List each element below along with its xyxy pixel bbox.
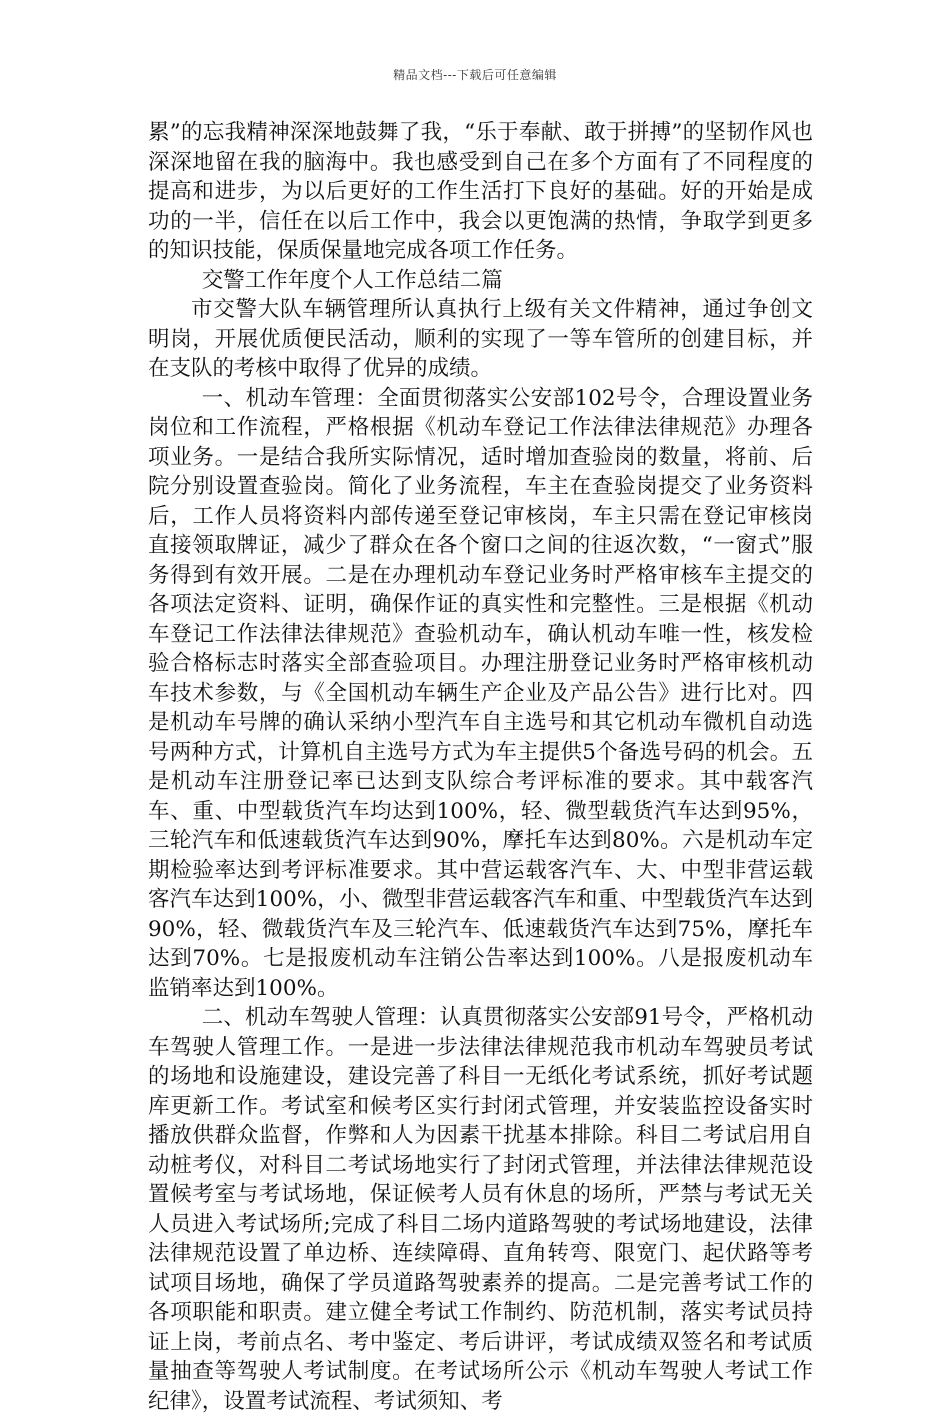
paragraph-intro: 市交警大队车辆管理所认真执行上级有关文件精神，通过争创文明岗，开展优质便民活动，顺利的实现了一等车管所的创建目标，并在支队的考核中取得了优异的成绩。	[148, 297, 813, 381]
section-title: 交警工作年度个人工作总结二篇	[201, 267, 503, 293]
paragraph-continuation: 累”的忘我精神深深地鼓舞了我，“乐于奉献、敢于拼搏”的坚韧作风也深深地留在我的脑海中。我也感受到自己在多个方面有了不同程度的提高和进步，为以后更好的工作生活打下良好的基础。好的开始是成功的一半，信任在以后工作中，我会以更饱满的热情，争取学到更多的知识技能，保质保量地完成各项工作任务。	[148, 120, 813, 263]
document-body	[148, 118, 813, 1416]
page-header: 精品文档---下载后可任意编辑	[393, 68, 557, 82]
paragraph-driver-management: 二、机动车驾驶人管理：认真贯彻落实公安部91号令，严格机动车驾驶人管理工作。一是进一步法律法律规范我市机动车驾驶员考试的场地和设施建设，建设完善了科目一无纸化考试系统，抓好考试题库更新工作。考试室和候考区实行封闭式管理，并安装监控设备实时播放供群众监督，作弊和人为因素干扰基本排除。科目二考试启用自动桩考仪，对科目二考试场地实行了封闭式管理，并法律法律规范设置候考室与考试场地，保证候考人员有休息的场所，严禁与考试无关人员进入考试场所;完成了科目二场内道路驾驶的考试场地建设，法律法律规范设置了单边桥、连续障碍、直角转弯、限宽门、起伏路等考试项目场地，确保了学员道路驾驶素养的提高。二是完善考试工作的各项职能和职责。建立健全考试工作制约、防范机制，落实考试员持证上岗，考前点名、考中鉴定、考后讲评，考试成绩双签名和考试质量抽查等驾驶人考试制度。在考试场所公示《机动车驾驶人考试工作纪律》，设置考试流程、考试须知、考	[148, 1005, 813, 1414]
paragraph-vehicle-management: 一、机动车管理：全面贯彻落实公安部102号令，合理设置业务岗位和工作流程，严格根据《机动车登记工作法律法律规范》办理各项业务。一是结合我所实际情况，适时增加查验岗的数量，将前、后院分别设置查验岗。简化了业务流程，车主在查验岗提交了业务资料后，工作人员将资料内部传递至登记审核岗，车主只需在登记审核岗直接领取牌证，减少了群众在各个窗口之间的往返次数，“一窗式”服务得到有效开展。二是在办理机动车登记业务时严格审核车主提交的各项法定资料、证明，确保作证的真实性和完整性。三是根据《机动车登记工作法律法律规范》查验机动车，确认机动车唯一性，核发检验合格标志时落实全部查验项目。办理注册登记业务时严格审核机动车技术参数，与《全国机动车辆生产企业及产品公告》进行比对。四是机动车号牌的确认采纳小型汽车自主选号和其它机动车微机自动选号两种方式，计算机自主选号方式为车主提供5个备选号码的机会。五是机动车注册登记率已达到支队综合考评标准的要求。其中载客汽车、重、中型载货汽车均达到100%，轻、微型载货汽车达到95%，三轮汽车和低速载货汽车达到90%，摩托车达到80%。六是机动车定期检验率达到考评标准要求。其中营运载客汽车、大、中型非营运载客汽车达到100%，小、微型非营运载客汽车和重、中型载货汽车达到90%，轻、微载货汽车及三轮汽车、低速载货汽车达到75%，摩托车达到70%。七是报废机动车注销公告率达到100%。八是报废机动车监销率达到100%。	[148, 385, 813, 1001]
